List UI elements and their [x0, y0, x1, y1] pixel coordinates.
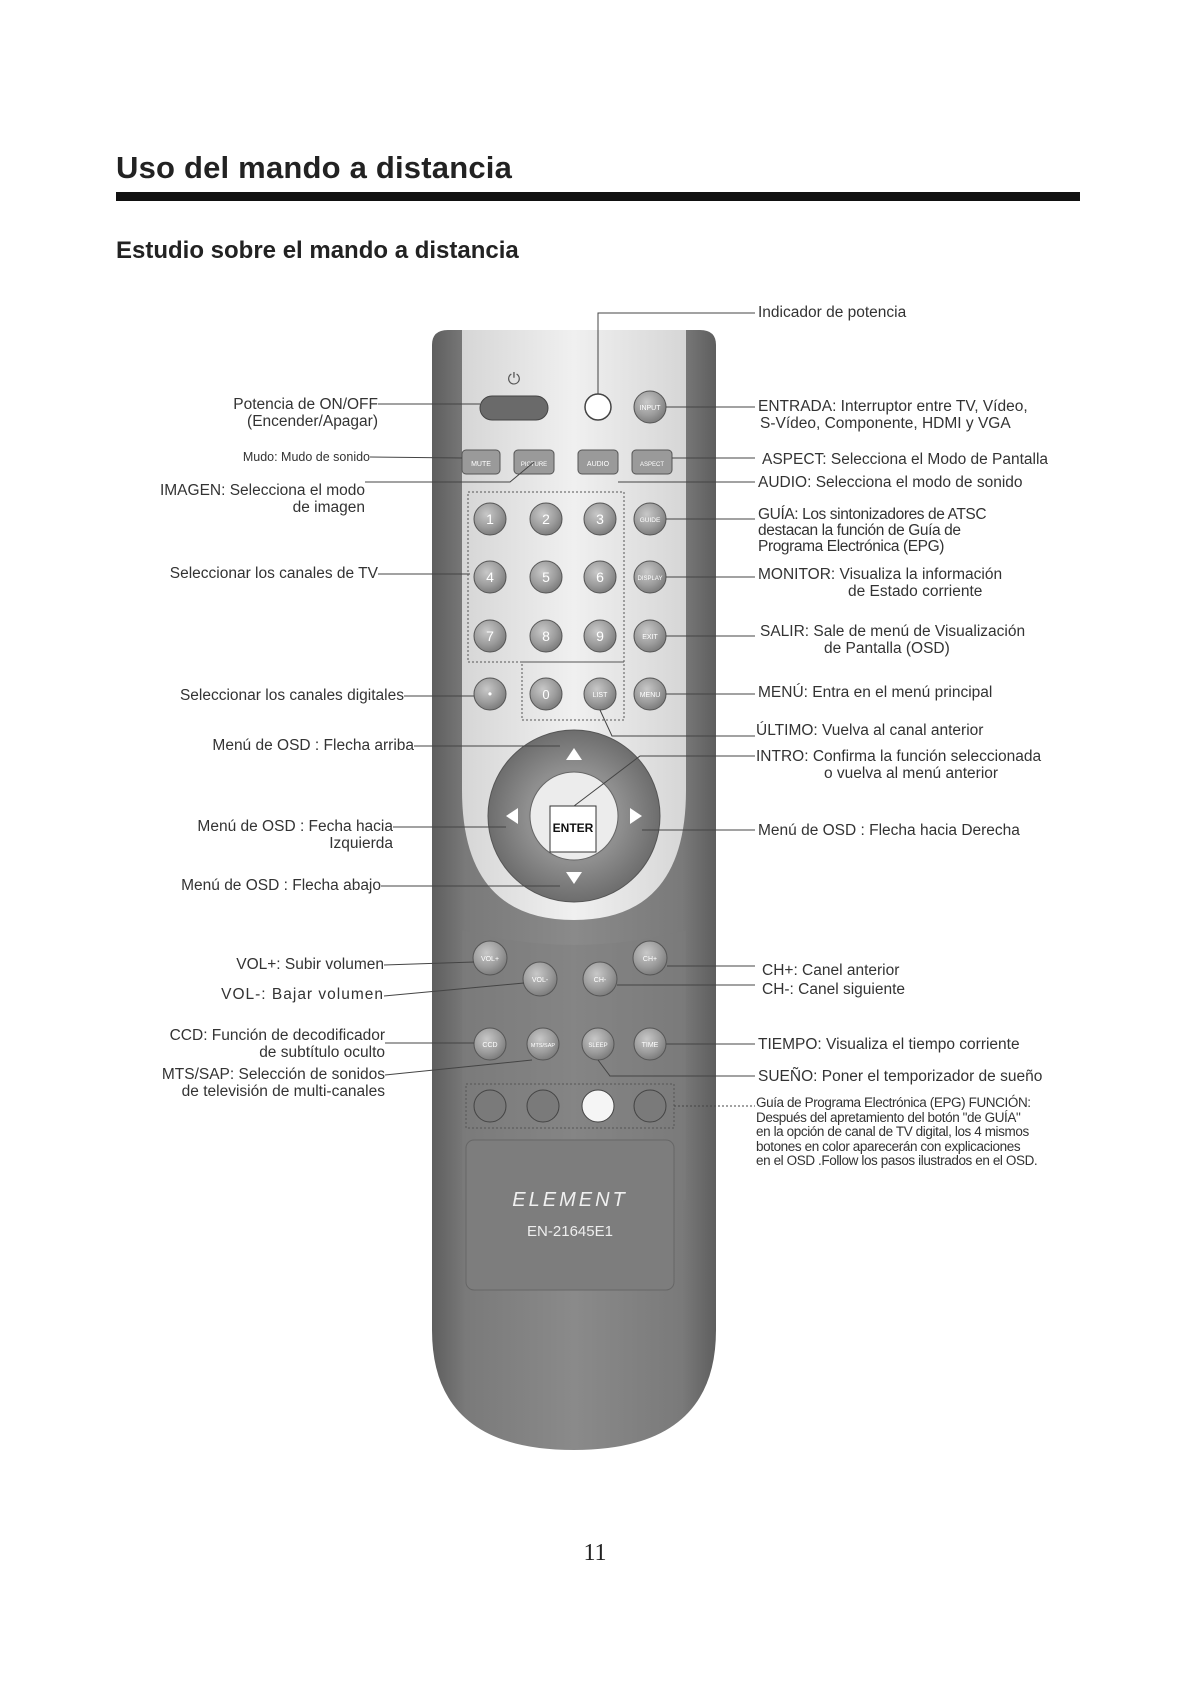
label-picture: IMAGEN: Selecciona el modo de imagen — [159, 482, 365, 516]
menu-button — [634, 678, 666, 710]
display-button — [634, 561, 666, 593]
label-ch-down: CH-: Canel siguiente — [762, 981, 906, 998]
label-digital-channels: Seleccionar los canales digitales — [179, 687, 404, 704]
brand-plate — [466, 1140, 674, 1290]
svg-text:SLEEP: SLEEP — [588, 1043, 608, 1049]
label-enter: INTRO: Confirma la función seleccionada o vuelva al menú anterior — [756, 748, 1042, 782]
label-last: ÚLTIMO: Vuelva al canal anterior — [756, 722, 984, 739]
digit-button-7 — [474, 620, 506, 652]
input-button — [634, 391, 666, 423]
label-input: ENTRADA: Interruptor entre TV, Vídeo, S-Vídeo, Componente, HDMI y VGA — [758, 398, 1028, 432]
svg-text:3: 3 — [596, 511, 604, 527]
label-exit: SALIR: Sale de menú de Visualización de Pantalla (OSD) — [760, 623, 1026, 657]
svg-text:7: 7 — [486, 628, 494, 644]
page-number: 11 — [583, 1540, 607, 1566]
vol-up-button — [473, 941, 507, 975]
color-button-1 — [474, 1090, 506, 1122]
label-power-indicator: Indicador de potencia — [758, 304, 907, 321]
svg-text:DISPLAY: DISPLAY — [637, 576, 663, 582]
digit-button-8 — [530, 620, 562, 652]
label-vol-down: VOL-: Bajar volumen — [221, 986, 384, 1003]
svg-text:MTS/SAP: MTS/SAP — [530, 1043, 556, 1049]
label-time: TIEMPO: Visualiza el tiempo corriente — [758, 1036, 1020, 1053]
power-button — [480, 396, 548, 420]
aspect-button — [632, 450, 672, 474]
audio-button — [578, 450, 618, 474]
list-button — [584, 678, 616, 710]
digit-button-1 — [474, 503, 506, 535]
mts-sap-button — [527, 1028, 559, 1060]
svg-text:6: 6 — [596, 569, 604, 585]
color-button-2 — [527, 1090, 559, 1122]
label-right-arrow: Menú de OSD : Flecha hacia Derecha — [758, 822, 1020, 839]
guide-button — [634, 503, 666, 535]
svg-text:MENU: MENU — [639, 692, 661, 699]
svg-text:VOL+: VOL+ — [480, 956, 500, 963]
svg-text:CH-: CH- — [593, 977, 607, 984]
label-audio: AUDIO: Selecciona el modo de sonido — [758, 474, 1023, 491]
svg-text:MUTE: MUTE — [471, 461, 491, 468]
power-symbol: ⏻ — [507, 371, 521, 388]
model-number: EN-21645E1 — [527, 1223, 613, 1240]
ccd-button — [474, 1028, 506, 1060]
digit-button-2 — [530, 503, 562, 535]
label-epg: Guía de Programa Electrónica (EPG) FUNCIÓN: Después del apretamiento del botón "de GUÍA" en la opción de canal de TV digital, los 4 mismos botones en color aparecerán con explicaciones en el OSD .Follow los pasos ilustrados en el OSD. — [756, 1095, 1038, 1168]
digit-button-3 — [584, 503, 616, 535]
svg-text:2: 2 — [542, 511, 550, 527]
svg-text:ASPECT: ASPECT — [639, 462, 665, 468]
power-indicator-icon — [585, 394, 611, 420]
svg-text:1: 1 — [486, 511, 494, 527]
exit-button — [634, 620, 666, 652]
svg-text:LIST: LIST — [592, 692, 608, 699]
svg-text:9: 9 — [596, 628, 604, 644]
svg-text:•: • — [487, 687, 493, 701]
label-guide: GUÍA: Los sintonizadores de ATSC destacan la función de Guía de Programa Electrónica (EPG) — [758, 506, 987, 555]
svg-text:0: 0 — [542, 687, 550, 702]
digit-button-5 — [530, 561, 562, 593]
label-ch-up: CH+: Canel anterior — [762, 962, 900, 979]
brand-logo: ELEMENT — [512, 1189, 628, 1211]
label-left-arrow: Menú de OSD : Fecha hacia Izquierda — [197, 818, 393, 852]
label-display: MONITOR: Visualiza la información de Estado corriente — [758, 566, 1003, 600]
dot-button — [474, 678, 506, 710]
ch-down-button — [583, 962, 617, 996]
label-mts-sap: MTS/SAP: Selección de sonidos de televisión de multi-canales — [161, 1066, 385, 1100]
ch-up-button — [633, 941, 667, 975]
time-button — [634, 1028, 666, 1060]
svg-text:VOL-: VOL- — [531, 977, 549, 984]
label-sleep: SUEÑO: Poner el temporizador de sueño — [758, 1068, 1043, 1085]
svg-text:TIME: TIME — [641, 1042, 659, 1049]
label-ccd: CCD: Función de decodificador de subtítulo oculto — [169, 1027, 385, 1061]
svg-text:CCD: CCD — [482, 1042, 498, 1049]
vol-down-button — [523, 962, 557, 996]
label-down-arrow: Menú de OSD : Flecha abajo — [181, 877, 381, 894]
label-mute: Mudo: Mudo de sonido — [242, 450, 370, 464]
zero-button — [530, 678, 562, 710]
svg-text:8: 8 — [542, 628, 550, 644]
label-vol-up: VOL+: Subir volumen — [236, 956, 384, 973]
svg-text:5: 5 — [542, 569, 550, 585]
section-subtitle: Estudio sobre el mando a distancia — [116, 237, 519, 264]
svg-text:GUIDE: GUIDE — [639, 517, 661, 524]
label-tv-channels: Seleccionar los canales de TV — [169, 565, 378, 582]
color-button-3 — [582, 1090, 614, 1122]
svg-text:PICTURE: PICTURE — [520, 462, 548, 468]
digit-button-4 — [474, 561, 506, 593]
digit-button-6 — [584, 561, 616, 593]
label-menu: MENÚ: Entra en el menú principal — [758, 684, 993, 701]
label-power: Potencia de ON/OFF (Encender/Apagar) — [233, 396, 378, 430]
mute-button — [462, 450, 500, 474]
digit-button-9 — [584, 620, 616, 652]
svg-text:CH+: CH+ — [642, 956, 658, 963]
svg-text:AUDIO: AUDIO — [586, 461, 610, 468]
svg-text:INPUT: INPUT — [639, 405, 661, 412]
sleep-button — [582, 1028, 614, 1060]
svg-text:EXIT: EXIT — [642, 634, 658, 641]
page-title: Uso del mando a distancia — [116, 150, 513, 185]
color-button-4 — [634, 1090, 666, 1122]
svg-text:ENTER: ENTER — [552, 821, 594, 835]
svg-text:4: 4 — [486, 569, 494, 585]
label-up-arrow: Menú de OSD : Flecha arriba — [212, 737, 414, 754]
label-aspect: ASPECT: Selecciona el Modo de Pantalla — [762, 451, 1049, 468]
